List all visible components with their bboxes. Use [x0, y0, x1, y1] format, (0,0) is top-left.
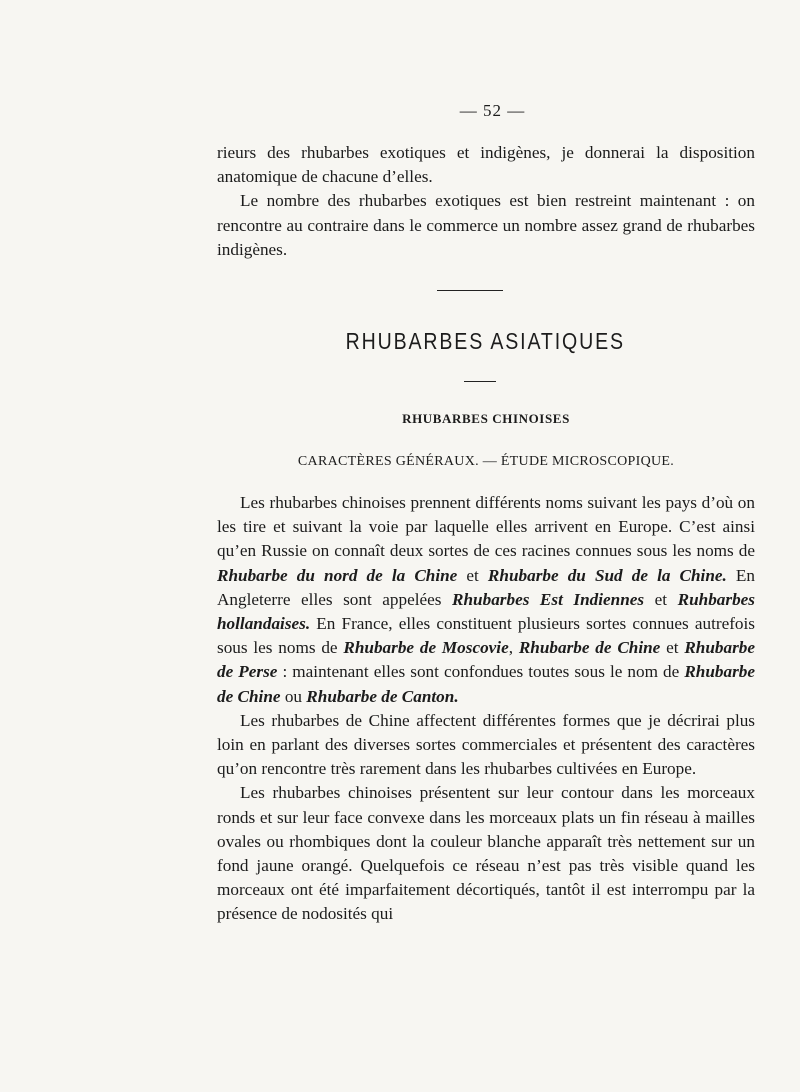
section-title: RHUBARBES ASIATIQUES	[345, 328, 625, 354]
section-divider-top	[437, 290, 503, 291]
body-text	[217, 491, 755, 927]
body-paragraph-3: Les rhubarbes chinoises présentent sur leur contour dans les morceaux ronds et sur leur face convexe dans les morceaux plats un fin réseau à mailles ovales ou rhombiques dont la couleur blanche apparaît très nettement sur un fond jaune orangé. Quelquefois ce réseau n’est pas très visible quand les morceaux ont été imparfaitement décortiqués, tantôt il est interrompu par la présence de nodosités qui	[217, 783, 755, 924]
subsection-title: RHUBARBES CHINOISES	[402, 411, 570, 426]
body-paragraph-2: Les rhubarbes de Chine affectent différentes formes que je décrirai plus loin en parlant des diverses sortes commerciales et présentent des caractères qu’on rencontre très rarement dans les rhubarbes cultivées en Europe.	[217, 710, 755, 779]
body-paragraph-1: Les rhubarbes chinoises prennent différents noms suivant les pays d’où on les tire et suivant la voie par laquelle elles arrivent en Europe. C’est ainsi qu’en Russie on connaît deux sortes de ces racines connues sous les noms de Rhubarbe du nord de la Chine et Rhubarbe du Sud de la Chine. En Angleterre elles sont appelées Rhubarbes Est Indiennes et Ruhbarbes hollandaises. En France, elles constituent plusieurs sortes connues autrefois sous les noms de Rhubarbe de Moscovie, Rhubarbe de Chine et Rhubarbe de Perse : maintenant elles sont confondues toutes sous le nom de Rhubarbe de Chine ou Rhubarbe de Canton.	[217, 493, 756, 706]
intro-paragraph-1: rieurs des rhubarbes exotiques et indigènes, je donnerai la disposition anatomique de chacune d’elles.	[217, 143, 755, 187]
page-number: — 52 —	[459, 101, 526, 120]
intro-paragraph-2: Le nombre des rhubarbes exotiques est bien restreint maintenant : on rencontre au contraire dans le commerce un nombre assez grand de rhubarbes indigènes.	[217, 191, 755, 259]
section-divider-bottom	[464, 381, 496, 382]
subsection-subtitle: CARACTÈRES GÉNÉRAUX. — ÉTUDE MICROSCOPIQUE.	[297, 454, 675, 469]
intro-text	[217, 141, 755, 262]
